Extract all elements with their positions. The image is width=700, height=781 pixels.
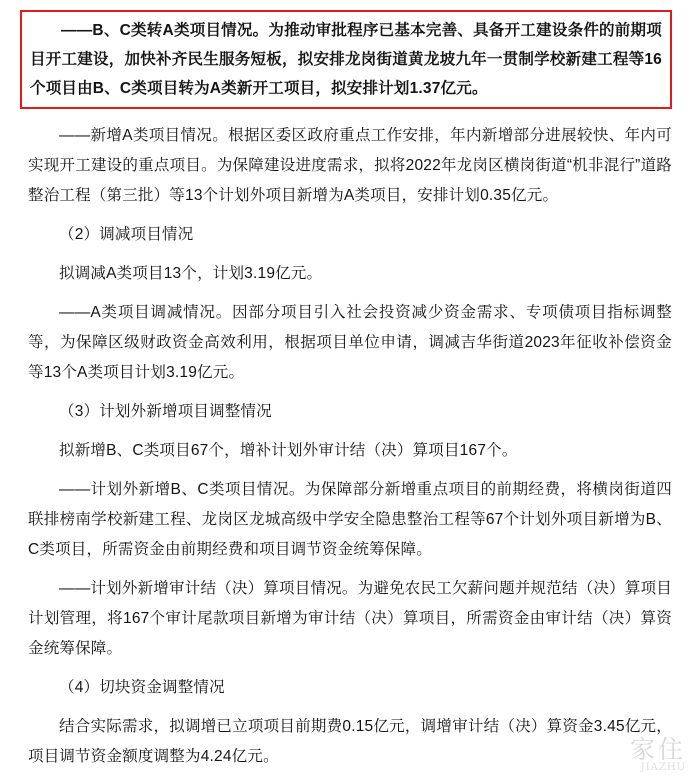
highlighted-paragraph: ——B、C类转A类项目情况。为推动审批程序已基本完善、具备开工建设条件的前期项目开工建设，加快补齐民生服务短板，拟安排龙岗街道黄龙坡九年一贯制学校新建工程等16个项目由B、C类项目转为A类新开工项目，拟安排计划1.37亿元。 — [30, 22, 662, 97]
heading-offplan-new-projects: （3）计划外新增项目调整情况 — [59, 403, 272, 420]
watermark-text: 家住 — [629, 735, 686, 764]
paragraph-offplan-bc-detail: ——计划外新增B、C类项目情况。为保障部分新增重点项目的前期经费，将横岗街道四联排榜南学校新建工程、龙岗区龙城高级中学安全隐患整治工程等67个计划外项目新增为B、C类项目，所需资金由前期经费和项目调节资金统筹保障。 — [28, 481, 672, 558]
paragraph-reduction-summary: 拟调减A类项目13个，计划3.19亿元。 — [59, 265, 323, 282]
paragraph-new-a-class-projects: ——新增A类项目情况。根据区委区政府重点工作安排，年内新增部分进展较快、年内可实现开工建设的重点项目。为保障建设进度需求，拟将2022年龙岗区横岗街道“机非混行”道路整治工程（第三批）等13个计划外项目新增为A类项目，安排计划0.35亿元。 — [28, 127, 672, 204]
paragraph-a-class-reduction-detail: ——A类项目调减情况。因部分项目引入社会投资减少资金需求、专项债项目指标调整等，为保障区级财政资金高效利用，根据项目单位申请，调减吉华街道2023年征收补偿资金等13个A类项目计划3.19亿元。 — [28, 304, 672, 381]
heading-block-funding-adjustment: （4）切块资金调整情况 — [59, 679, 225, 696]
paragraph-offplan-audit-detail: ——计划外新增审计结（决）算项目情况。为避免农民工欠薪问题并规范结（决）算项目计划管理，将167个审计尾款项目新增为审计结（决）算项目，所需资金由审计结（决）算资金统筹保障。 — [28, 580, 672, 657]
watermark — [630, 730, 686, 773]
heading-reduction-projects: （2）调减项目情况 — [59, 226, 194, 243]
watermark-subtext: JIAZHU — [640, 762, 686, 773]
highlighted-paragraph-box — [20, 10, 672, 109]
paragraph-block-funding-detail: 结合实际需求，拟调增已立项项目前期费0.15亿元，调增审计结（决）算资金3.45亿元，项目调节资金额度调整为4.24亿元。 — [28, 718, 672, 765]
paragraph-offplan-summary: 拟新增B、C类项目67个，增补计划外审计结（决）算项目167个。 — [59, 442, 518, 459]
